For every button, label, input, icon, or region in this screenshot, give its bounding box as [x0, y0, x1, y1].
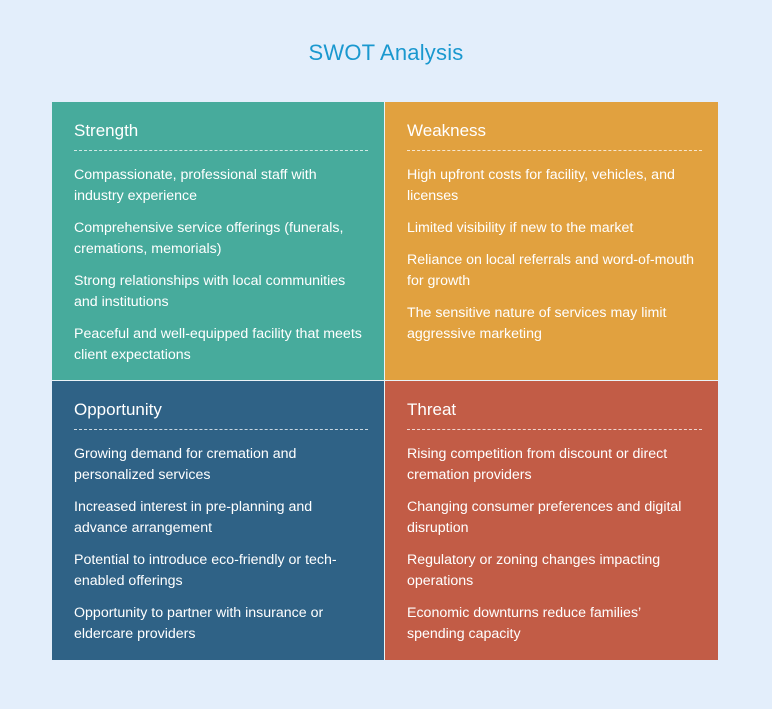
weakness-item: Limited visibility if new to the market — [407, 220, 634, 236]
weakness-item: High upfront costs for facility, vehicles, and licenses — [407, 167, 675, 204]
opportunity-item: Potential to introduce eco-friendly or tech-enabled offerings — [74, 552, 337, 589]
threat-quadrant — [385, 381, 718, 660]
threat-heading: Threat — [407, 399, 702, 430]
weakness-heading: Weakness — [407, 120, 702, 151]
threat-list — [407, 444, 702, 645]
opportunity-item: Opportunity to partner with insurance or eldercare providers — [74, 605, 324, 642]
threat-item: Changing consumer preferences and digital disruption — [407, 499, 682, 536]
opportunity-item: Growing demand for cremation and personalized services — [74, 446, 297, 483]
strength-list — [74, 165, 368, 366]
opportunity-list — [74, 444, 368, 645]
strength-item: Peaceful and well-equipped facility that meets client expectations — [74, 326, 362, 363]
opportunity-quadrant — [52, 381, 385, 660]
strength-item: Compassionate, professional staff with industry experience — [74, 167, 317, 204]
weakness-item: The sensitive nature of services may limit aggressive marketing — [407, 305, 667, 342]
threat-item: Economic downturns reduce families’ spending capacity — [407, 605, 641, 642]
threat-item: Regulatory or zoning changes impacting operations — [407, 552, 661, 589]
weakness-list — [407, 165, 702, 345]
page-title: SWOT Analysis — [308, 40, 464, 65]
opportunity-item: Increased interest in pre-planning and advance arrangement — [74, 499, 313, 536]
weakness-item: Reliance on local referrals and word-of-mouth for growth — [407, 252, 695, 289]
strength-quadrant — [52, 102, 385, 381]
weakness-quadrant — [385, 102, 718, 381]
strength-heading: Strength — [74, 120, 368, 151]
strength-item: Strong relationships with local communities and institutions — [74, 273, 346, 310]
opportunity-heading: Opportunity — [74, 399, 368, 430]
strength-item: Comprehensive service offerings (funerals, cremations, memorials) — [74, 220, 344, 257]
swot-grid — [52, 102, 718, 660]
threat-item: Rising competition from discount or direct cremation providers — [407, 446, 668, 483]
